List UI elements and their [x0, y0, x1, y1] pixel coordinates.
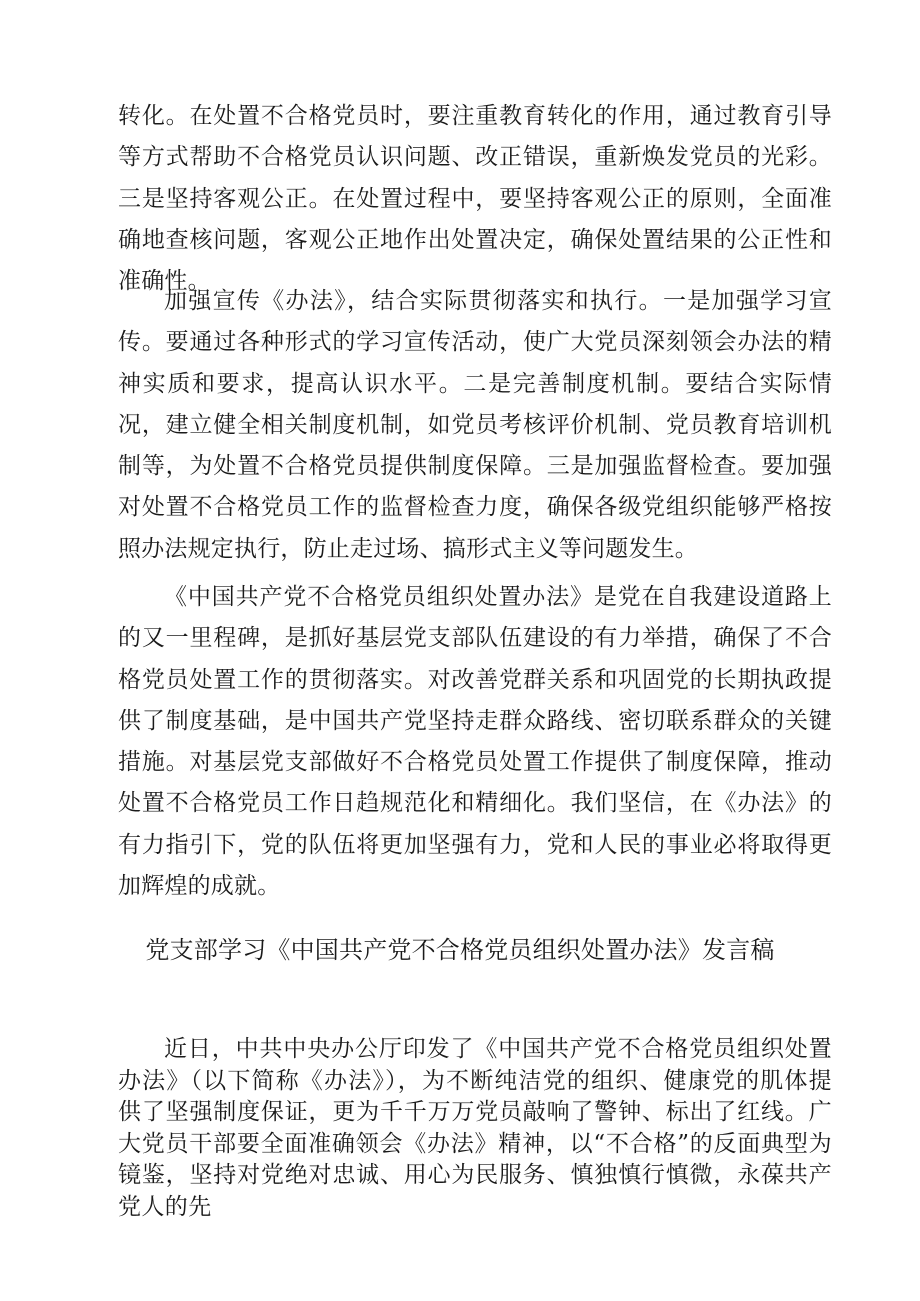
section-title: 党支部学习《中国共产党不合格党员组织处置办法》发言稿 — [145, 936, 775, 964]
body-paragraph-3: 《中国共产党不合格党员组织处置办法》是党在自我建设道路上的又一里程碑，是抓好基层党支部队伍建设的有力举措，确保了不合格党员处置工作的贯彻落实。对改善党群关系和巩固党的长期执政提供了制度基础，是中国共产党坚持走群众路线、密切联系群众的关键措施。对基层党支部做好不合格党员处置工作提供了制度保障，推动处置不合格党员工作日趋规范化和精细化。我们坚信，在《办法》的有力指引下，党的队伍将更加坚强有力，党和人民的事业必将取得更加辉煌的成就。 — [118, 584, 832, 900]
body-paragraph-1: 转化。在处置不合格党员时，要注重教育转化的作用，通过教育引导等方式帮助不合格党员认识问题、改正错误，重新焕发党员的光彩。三是坚持客观公正。在处置过程中，要坚持客观公正的原则，全面准确地查核问题，客观公正地作出处置决定，确保处置结果的公正性和准确性。 — [118, 103, 832, 295]
section-paragraph-1: 近日，中共中央办公厅印发了《中国共产党不合格党员组织处置办法》（以下简称《办法》），为不断纯洁党的组织、健康党的肌体提供了坚强制度保证，更为千千万万党员敲响了警钟、标出了红线。广大党员干部要全面准确领会《办法》精神，以“不合格”的反面典型为镜鉴，坚持对党绝对忠诚、用心为民服务、慎独慎行慎微，永葆共产党人的先 — [118, 1036, 832, 1220]
body-paragraph-2: 加强宣传《办法》，结合实际贯彻落实和执行。一是加强学习宣传。要通过各种形式的学习宣传活动，使广大党员深刻领会办法的精神实质和要求，提高认识水平。二是完善制度机制。要结合实际情况，建立健全相关制度机制，如党员考核评价机制、党员教育培训机制等，为处置不合格党员提供制度保障。三是加强监督检查。要加强对处置不合格党员工作的监督检查力度，确保各级党组织能够严格按照办法规定执行，防止走过场、搞形式主义等问题发生。 — [118, 288, 832, 562]
